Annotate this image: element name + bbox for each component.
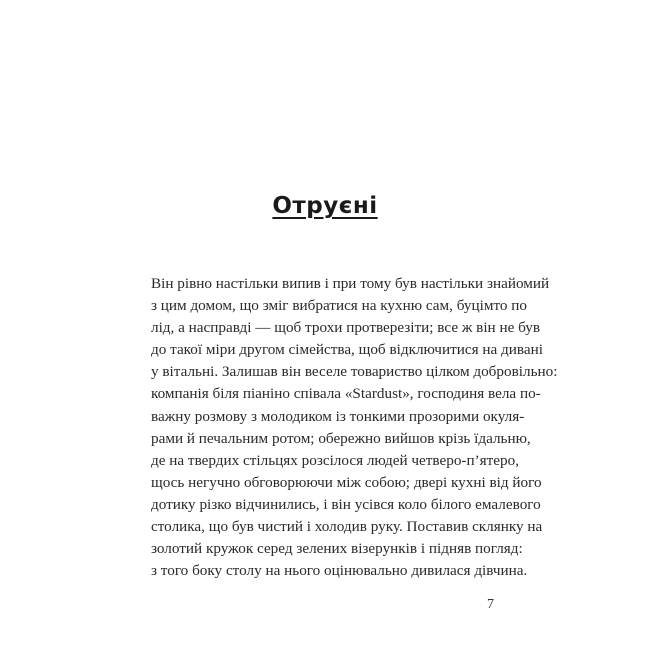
- text-line: у вітальні. Залишав він веселе товариство цілком добровільно:: [151, 363, 558, 381]
- text-line: столика, що був чистий і холодив руку. Поставив склянку на: [151, 518, 543, 536]
- page-number: 7: [487, 597, 494, 612]
- text-line: лід, а насправді — щоб трохи протверезіти; все ж він не був: [151, 319, 541, 337]
- text-line: з цим домом, що зміг вибратися на кухню сам, буцімто по: [151, 297, 528, 315]
- text-line: з того боку столу на нього оцінювально дивилася дівчина.: [151, 562, 528, 580]
- text-line: дотику різко відчинились, і він усівся коло білого емалевого: [151, 495, 541, 513]
- text-line: щось негучно обговорюючи між собою; двері кухні від його: [151, 473, 542, 491]
- text-line: Він рівно настільки випив і при тому був настільки знайомий: [151, 275, 550, 292]
- text-line: де на твердих стільцях розсілося людей четверо-п’ятеро,: [151, 451, 520, 469]
- text-line: рами й печальним ротом; обережно вийшов крізь їдальню,: [151, 429, 531, 447]
- text-line: компанія біля піаніно співала «Stardust», господиня вела по-: [151, 385, 541, 403]
- chapter-title-text: Отруєні: [272, 193, 378, 219]
- text-line: важну розмову з молодиком із тонкими прозорими окуля-: [151, 407, 525, 425]
- chapter-title: [0, 193, 650, 219]
- body-paragraph: [151, 273, 558, 582]
- text-line: до такої міри другом сімейства, щоб відключитися на дивані: [151, 341, 543, 359]
- text-line: золотий кружок серед зелених візерунків і підняв погляд:: [151, 540, 523, 558]
